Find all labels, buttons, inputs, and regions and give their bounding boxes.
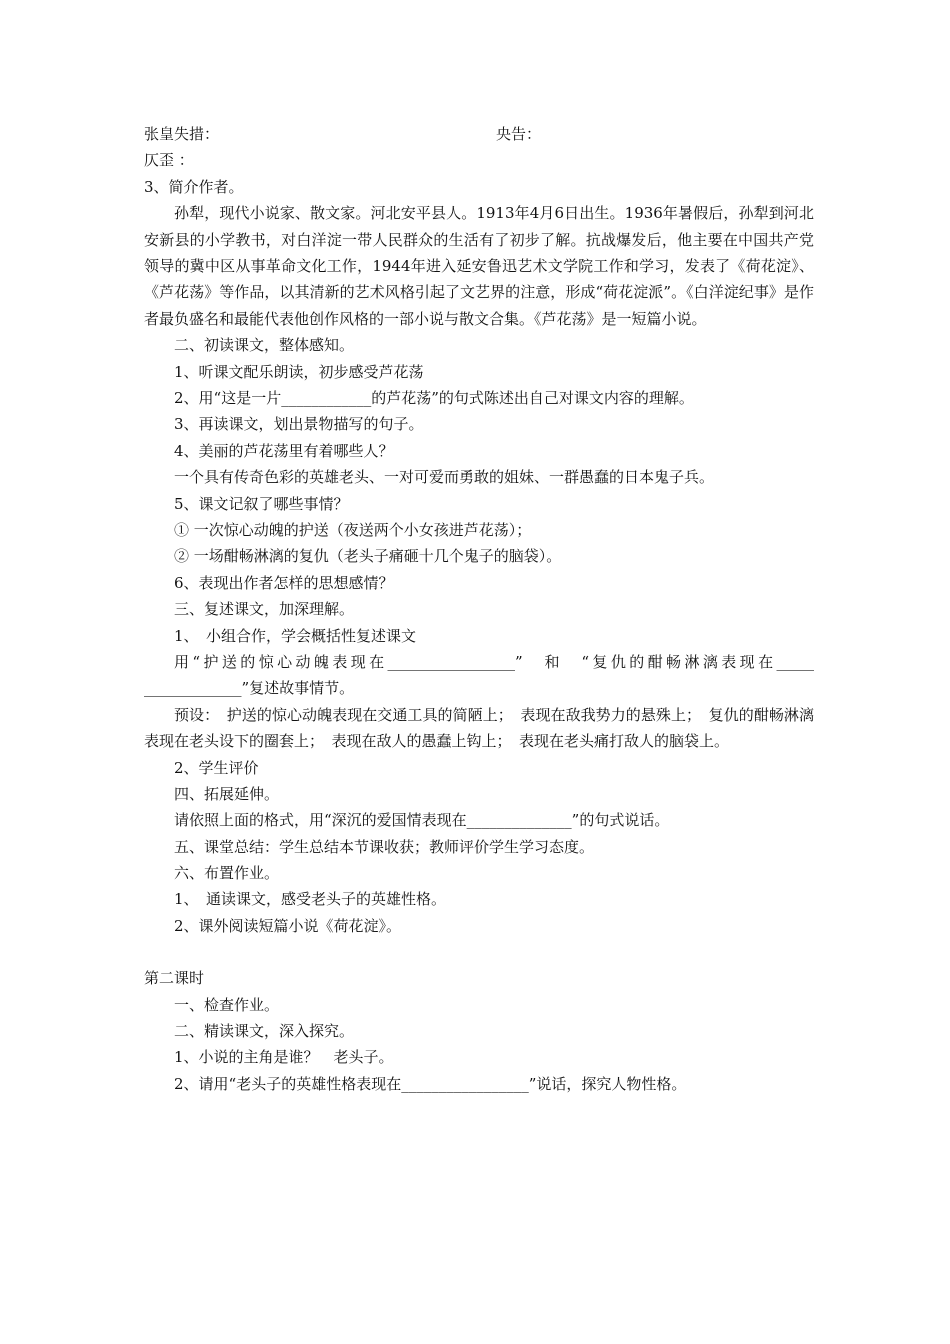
section4-item: 请依照上面的格式，用“深沉的爱国情表现在______________”的句式说话。 (174, 811, 670, 830)
vocab-term-zewai: 仄歪 ： (144, 151, 194, 170)
section2-item: ② 一场酣畅淋漓的复仇（老头子痛砸十几个鬼子的脑袋）。 (174, 547, 562, 566)
section2-item: 2、用“这是一片____________的芦花荡”的句式陈述出自己对课文内容的理解。 (174, 388, 694, 407)
section2-item: 3、再读课文，划出景物描写的句子。 (174, 415, 424, 434)
spacer (144, 939, 814, 965)
author-intro-paragraph: 孙犁，现代小说家、散文家。河北安平县人。1913年4月6日出生。1936年暑假后，孙犁到河北安新县的小学教书，对白洋淀一带人民群众的生活有了初步了解。抗战爆发后，他主要在中国共产党领导的冀中区从事革命文化工作，1944年进入延安鲁迅艺术文学院工作和学习，发表了《荷花淀》、《芦花荡》等作品，以其清新的艺术风格引起了文艺界的注意，形成“荷花淀派”。《白洋淀纪事》是作者最负盛名和最能代表他创作风格的一部小说与散文合集。《芦花荡》是一短篇小说。 (144, 204, 814, 328)
section6-item: 1、 通读课文，感受老头子的英雄性格。 (174, 890, 447, 909)
lesson2-item: 2、请用“老头子的英雄性格表现在_________________”说话，探究人物性格。 (174, 1074, 687, 1093)
lesson2-item: 一、检查作业。 (174, 995, 280, 1014)
section2-item: ① 一次惊心动魄的护送（夜送两个小女孩进芦花荡）； (174, 520, 532, 539)
section6-item: 2、课外阅读短篇小说《荷花淀》。 (174, 916, 402, 935)
section6-title: 六、布置作业。 (174, 864, 280, 883)
lesson2-item: 1、小说的主角是谁？ 老头子。 (174, 1048, 394, 1067)
section2-item: 1、听课文配乐朗读，初步感受芦花荡 (174, 362, 424, 381)
section3-item1: 1、 小组合作，学会概括性复述课文 (174, 626, 417, 645)
vocab-row (144, 121, 814, 147)
section5-title: 五、课堂总结：学生总结本节课收获；教师评价学生学习态度。 (174, 837, 595, 856)
vocab-term-yanggao: 央告： (496, 125, 542, 143)
lesson2-title: 第二课时 (144, 969, 205, 988)
section3-item2: 2、学生评价 (174, 758, 259, 777)
section2-item: 4、美丽的芦花荡里有着哪些人？ (174, 441, 394, 460)
section3-retell-paragraph: 用“护送的惊心动魄表现在_________________” 和 “复仇的酣畅淋漓表现在_____ _____________”复述故事情节。 (144, 652, 814, 698)
section2-item: 5、课文记叙了哪些事情？ (174, 494, 349, 513)
section2-item: 6、表现出作者怎样的思想感情？ (174, 573, 394, 592)
document-page (144, 121, 814, 1097)
vocab-term-zhanghuangshicuo: 张皇失措： (144, 125, 220, 143)
section3-preset-paragraph: 预设： 护送的惊心动魄表现在交通工具的简陋上； 表现在敌我势力的悬殊上； 复仇的酣畅淋漓表现在老头设下的圈套上； 表现在敌人的愚蠢上钩上； 表现在老头痛打敌人的脑袋上。 (144, 705, 814, 751)
intro-title: 3、简介作者。 (144, 177, 244, 196)
section2-title: 二、初读课文，整体感知。 (174, 336, 355, 355)
section3-title: 三、复述课文，加深理解。 (174, 600, 355, 619)
section2-item: 一个具有传奇色彩的英雄老头、一对可爱而勇敢的姐妹、一群愚蠢的日本鬼子兵。 (174, 468, 715, 487)
section4-title: 四、拓展延伸。 (174, 784, 280, 803)
lesson2-item: 二、精读课文，深入探究。 (174, 1022, 355, 1041)
